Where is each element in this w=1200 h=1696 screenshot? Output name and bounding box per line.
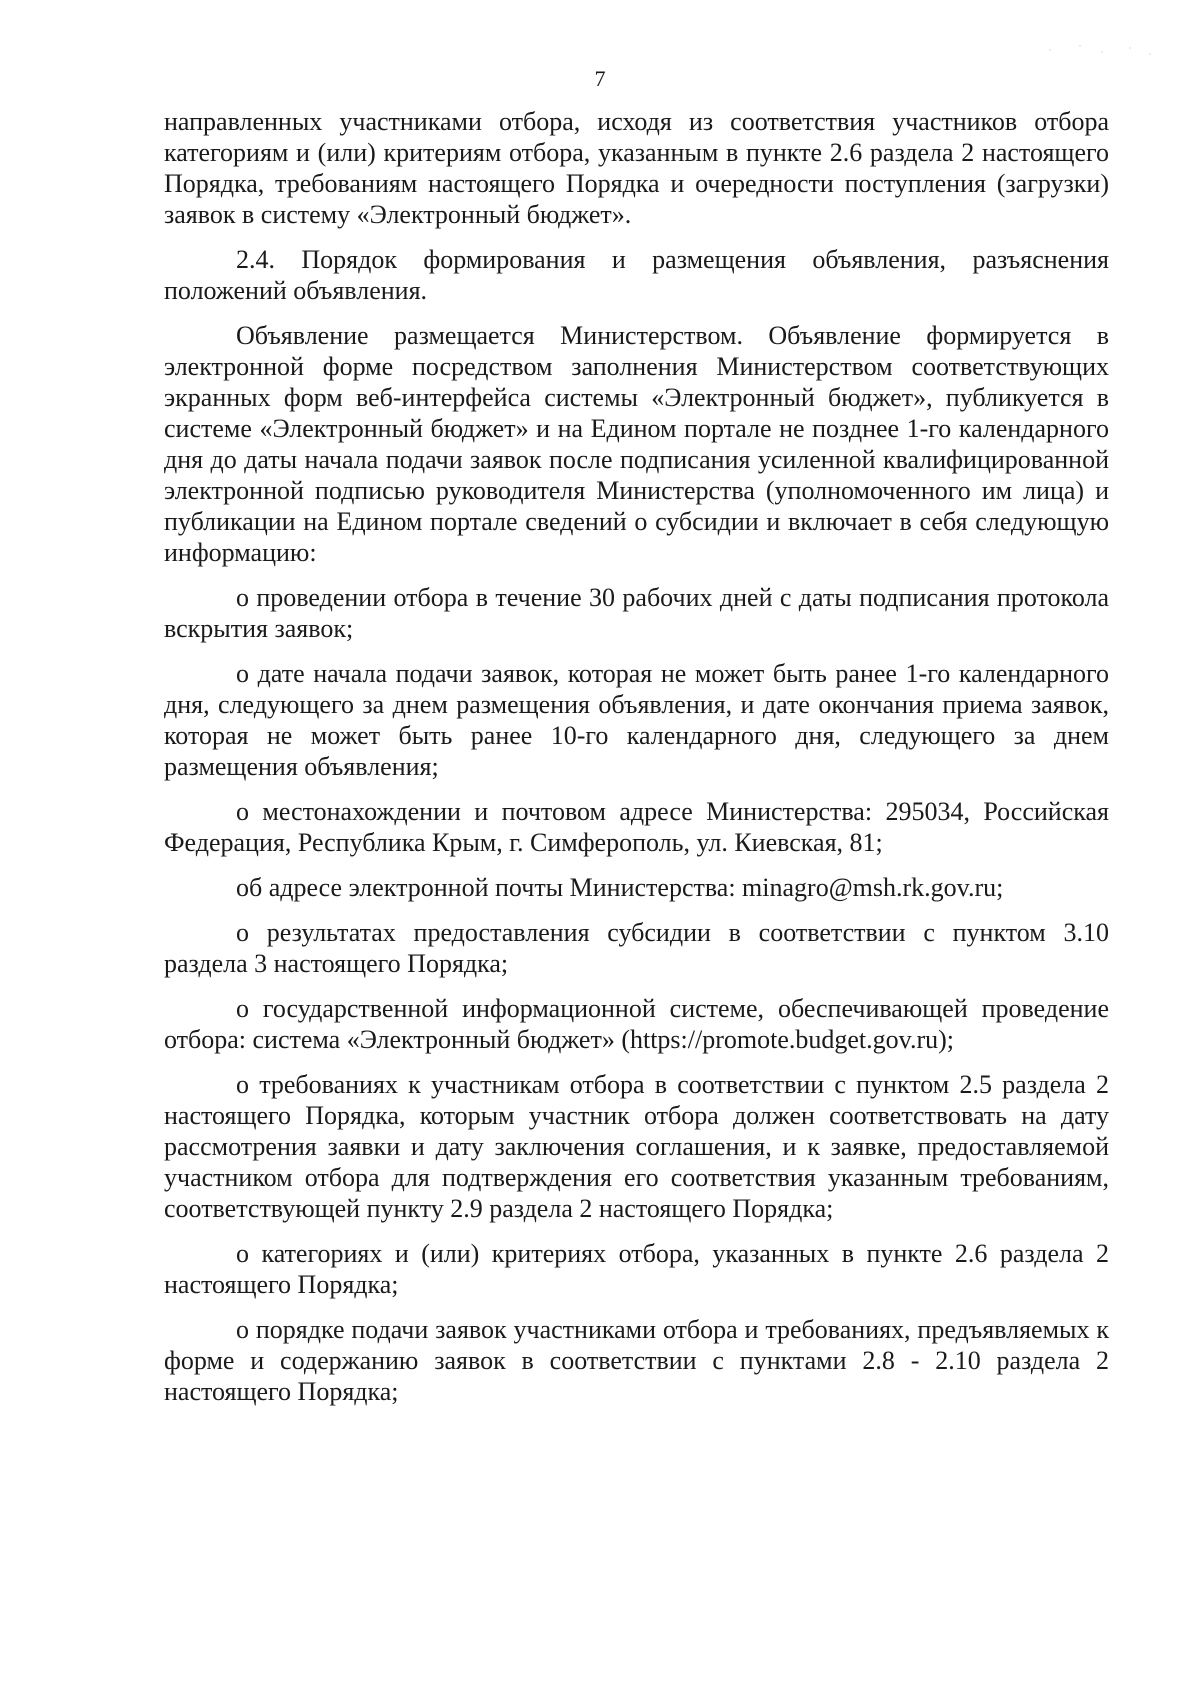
list-item-information-system: о государственной информационной системе, обеспечивающей проведение отбора: система «Электронный бюджет» (https://promote.budget.gov.ru);	[164, 994, 1109, 1054]
scan-noise-marks	[1040, 40, 1160, 60]
list-item-selection-period: о проведении отбора в течение 30 рабочих дней с даты подписания протокола вскрытия заявок;	[164, 583, 1109, 643]
list-item-selection-criteria: о категориях и (или) критериях отбора, указанных в пункте 2.6 раздела 2 настоящего Порядка;	[164, 1239, 1109, 1299]
list-item-submission-procedure: о порядке подачи заявок участниками отбора и требованиях, предъявляемых к форме и содержанию заявок в соответствии с пунктами 2.8 - 2.10 раздела 2 настоящего Порядка;	[164, 1315, 1109, 1406]
list-item-address: о местонахождении и почтовом адресе Министерства: 295034, Российская Федерация, Республика Крым, г. Симферополь, ул. Киевская, 81;	[164, 797, 1109, 857]
page-number: 7	[594, 66, 606, 91]
list-item-participant-requirements: о требованиях к участникам отбора в соответствии с пунктом 2.5 раздела 2 настоящего Порядка, которым участник отбора должен соответствовать на дату рассмотрения заявки и дату заключения соглашения, и к заявке, предоставляемой участником отбора для подтверждения его соответствия указанным требованиям, соответствующей пункту 2.9 раздела 2 настоящего Порядка;	[164, 1070, 1109, 1223]
paragraph-announcement: Объявление размещается Министерством. Объявление формируется в электронной форме посредством заполнения Министерством соответствующих экранных форм веб-интерфейса системы «Электронный бюджет», публикуется в системе «Электронный бюджет» и на Едином портале не позднее 1-го календарного дня до даты начала подачи заявок после подписания усиленной квалифицированной электронной подписью руководителя Министерства (уполномоченного им лица) и публикации на Едином портале сведений о субсидии и включает в себя следующую информацию:	[164, 321, 1109, 567]
paragraph-continuation: направленных участниками отбора, исходя из соответствия участников отбора категориям и (или) критериям отбора, указанным в пункте 2.6 раздела 2 настоящего Порядка, требованиям настоящего Порядка и очередности поступления (загрузки) заявок в систему «Электронный бюджет».	[164, 107, 1109, 229]
list-item-email: об адресе электронной почты Министерства: minagro@msh.rk.gov.ru;	[236, 873, 1004, 902]
list-item-application-dates: о дате начала подачи заявок, которая не может быть ранее 1-го календарного дня, следующего за днем размещения объявления, и дате окончания приема заявок, которая не может быть ранее 10-го календарного дня, следующего за днем размещения объявления;	[164, 659, 1109, 781]
paragraph-section-2-4: 2.4. Порядок формирования и размещения объявления, разъяснения положений объявления.	[164, 245, 1109, 305]
list-item-results: о результатах предоставления субсидии в соответствии с пунктом 3.10 раздела 3 настоящего Порядка;	[164, 918, 1109, 978]
document-body	[164, 106, 1109, 1407]
